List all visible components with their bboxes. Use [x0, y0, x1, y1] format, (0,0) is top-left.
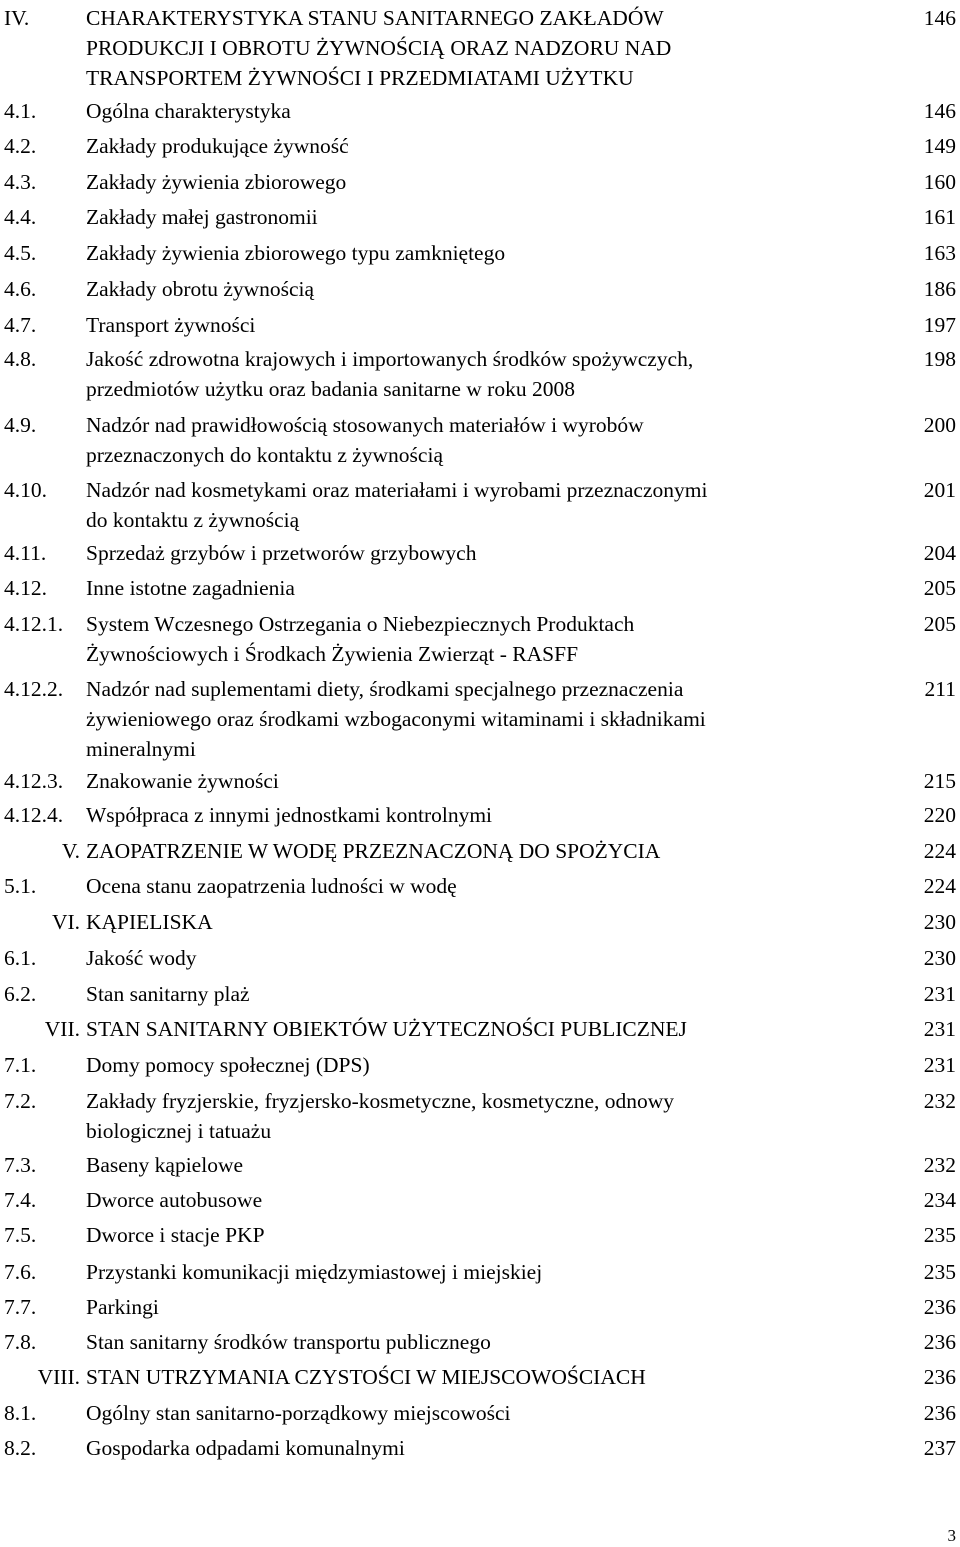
toc-entry-page: 220	[923, 803, 956, 827]
toc-entry-page: 215	[923, 769, 956, 793]
toc-entry-title: STAN UTRZYMANIA CZYSTOŚCI W MIEJSCOWOŚCIACH	[86, 1365, 646, 1389]
toc-entry-number: 7.2.	[4, 1089, 37, 1113]
toc-entry-number: VIII.	[37, 1365, 80, 1389]
toc-entry-number: 4.12.1.	[4, 612, 64, 636]
toc-entry-page: 204	[923, 541, 956, 565]
toc-entry-title: Zakłady żywienia zbiorowego typu zamkniętego	[86, 241, 506, 265]
toc-entry-page: 232	[923, 1089, 956, 1113]
toc-entry-title: TRANSPORTEM ŻYWNOŚCI I PRZEDMIATAMI UŻYTKU	[86, 66, 634, 90]
toc-entry-number: 7.6.	[4, 1260, 37, 1284]
toc-entry-number: 6.1.	[4, 946, 37, 970]
toc-entry-page: 163	[923, 241, 956, 265]
toc-entry-page: 236	[923, 1365, 956, 1389]
toc-entry-number: 7.3.	[4, 1153, 37, 1177]
toc-entry-page: 160	[923, 170, 956, 194]
toc-entry-page: 231	[923, 1017, 956, 1041]
toc-entry-title: KĄPIELISKA	[86, 910, 213, 934]
toc-entry-title: Parkingi	[86, 1295, 159, 1319]
toc-entry-title: Sprzedaż grzybów i przetworów grzybowych	[86, 541, 477, 565]
toc-entry-number: 4.4.	[4, 205, 37, 229]
toc-entry-page: 230	[923, 946, 956, 970]
toc-entry-title: Ogólna charakterystyka	[86, 99, 291, 123]
toc-entry-title: Stan sanitarny plaż	[86, 982, 250, 1006]
toc-entry-page: 161	[923, 205, 956, 229]
toc-entry-page: 236	[923, 1330, 956, 1354]
toc-entry-title: przedmiotów użytku oraz badania sanitarne w roku 2008	[86, 377, 575, 401]
toc-entry-title: Ogólny stan sanitarno-porządkowy miejscowości	[86, 1401, 511, 1425]
toc-entry-number: 4.12.	[4, 576, 47, 600]
toc-entry-number: 7.7.	[4, 1295, 37, 1319]
toc-entry-page: 149	[923, 134, 956, 158]
toc-entry-page: 198	[923, 347, 956, 371]
toc-entry-number: V.	[61, 839, 80, 863]
toc-entry-title: do kontaktu z żywnością	[86, 508, 300, 532]
toc-entry-page: 237	[923, 1436, 956, 1460]
toc-entry-number: 4.8.	[4, 347, 37, 371]
toc-entry-title: Ocena stanu zaopatrzenia ludności w wodę	[86, 874, 457, 898]
toc-entry-title: Gospodarka odpadami komunalnymi	[86, 1436, 405, 1460]
toc-entry-title: Zakłady fryzjerskie, fryzjersko-kosmetyczne, kosmetyczne, odnowy	[86, 1089, 675, 1113]
toc-entry-title: Przystanki komunikacji międzymiastowej i miejskiej	[86, 1260, 543, 1284]
toc-entry-number: 7.5.	[4, 1223, 37, 1247]
toc-entry-number: 8.2.	[4, 1436, 37, 1460]
toc-entry-title: Zakłady żywienia zbiorowego	[86, 170, 347, 194]
toc-entry-number: 4.1.	[4, 99, 37, 123]
toc-entry-number: 6.2.	[4, 982, 37, 1006]
toc-entry-number: 4.12.3.	[4, 769, 64, 793]
toc-entry-title: biologicznej i tatuażu	[86, 1119, 272, 1143]
toc-entry-title: Żywnościowych i Środkach Żywienia Zwierząt - RASFF	[86, 642, 579, 666]
toc-entry-title: Zakłady małej gastronomii	[86, 205, 318, 229]
toc-entry-page: 146	[923, 99, 956, 123]
toc-entry-number: 4.3.	[4, 170, 37, 194]
toc-entry-page: 230	[923, 910, 956, 934]
toc-entry-title: Zakłady produkujące żywność	[86, 134, 349, 158]
toc-entry-page: 146	[923, 6, 956, 30]
toc-entry-title: Domy pomocy społecznej (DPS)	[86, 1053, 370, 1077]
toc-entry-page: 235	[923, 1260, 956, 1284]
toc-entry-page: 224	[923, 874, 956, 898]
toc-entry-number: IV.	[4, 6, 30, 30]
toc-entry-number: 4.6.	[4, 277, 37, 301]
toc-entry-title: Znakowanie żywności	[86, 769, 279, 793]
toc-entry-number: 4.11.	[4, 541, 47, 565]
toc-entry-page: 231	[923, 982, 956, 1006]
toc-entry-number: 7.4.	[4, 1188, 37, 1212]
toc-entry-title: Nadzór nad kosmetykami oraz materiałami i wyrobami przeznaczonymi	[86, 478, 708, 502]
toc-entry-title: ZAOPATRZENIE W WODĘ PRZEZNACZONĄ DO SPOŻYCIA	[86, 839, 661, 863]
toc-entry-number: 8.1.	[4, 1401, 37, 1425]
toc-entry-title: Inne istotne zagadnienia	[86, 576, 295, 600]
toc-entry-page: 200	[923, 413, 956, 437]
toc-entry-title: mineralnymi	[86, 737, 196, 761]
toc-entry-page: 236	[923, 1401, 956, 1425]
toc-entry-number: 7.8.	[4, 1330, 37, 1354]
toc-entry-page: 197	[923, 313, 956, 337]
toc-entry-title: Jakość zdrowotna krajowych i importowanych środków spożywczych,	[86, 347, 694, 371]
toc-entry-title: CHARAKTERYSTYKA STANU SANITARNEGO ZAKŁADÓW	[86, 6, 664, 30]
toc-entry-page: 236	[923, 1295, 956, 1319]
toc-entry-title: Zakłady obrotu żywnością	[86, 277, 315, 301]
toc-entry-title: Stan sanitarny środków transportu publicznego	[86, 1330, 491, 1354]
page-number: 3	[947, 1526, 956, 1545]
toc-entry-title: przeznaczonych do kontaktu z żywnością	[86, 443, 443, 467]
toc-entry-title: Dworce i stacje PKP	[86, 1223, 265, 1247]
toc-entry-page: 205	[923, 576, 956, 600]
toc-entry-page: 201	[923, 478, 956, 502]
toc-entry-page: 231	[923, 1053, 956, 1077]
toc-entry-number: 5.1.	[4, 874, 37, 898]
toc-entry-page: 211	[924, 677, 956, 701]
toc-entry-number: 4.5.	[4, 241, 37, 265]
toc-entry-number: VII.	[44, 1017, 80, 1041]
toc-entry-number: 4.2.	[4, 134, 37, 158]
toc-entry-page: 186	[923, 277, 956, 301]
toc-entry-title: Współpraca z innymi jednostkami kontrolnymi	[86, 803, 493, 827]
toc-entry-page: 205	[923, 612, 956, 636]
toc-entry-page: 234	[923, 1188, 956, 1212]
toc-entry-number: 4.7.	[4, 313, 37, 337]
toc-entry-title: Baseny kąpielowe	[86, 1153, 244, 1177]
toc-entry-number: 4.10.	[4, 478, 47, 502]
toc-entry-title: PRODUKCJI I OBROTU ŻYWNOŚCIĄ ORAZ NADZORU NAD	[86, 36, 672, 60]
toc-entry-number: 4.12.2.	[4, 677, 64, 701]
toc-entry-page: 232	[923, 1153, 956, 1177]
toc-entry-title: żywieniowego oraz środkami wzbogaconymi witaminami i składnikami	[86, 707, 706, 731]
toc-entry-number: 4.9.	[4, 413, 37, 437]
toc-entry-title: Nadzór nad prawidłowością stosowanych materiałów i wyrobów	[86, 413, 644, 437]
toc-entry-title: Jakość wody	[86, 946, 197, 970]
toc-entry-number: 7.1.	[4, 1053, 37, 1077]
toc-entry-title: System Wczesnego Ostrzegania o Niebezpiecznych Produktach	[86, 612, 635, 636]
toc-entry-title: Transport żywności	[86, 313, 256, 337]
toc-entry-page: 235	[923, 1223, 956, 1247]
toc-entry-number: VI.	[51, 910, 80, 934]
toc-entry-title: Dworce autobusowe	[86, 1188, 263, 1212]
toc-entry-title: STAN SANITARNY OBIEKTÓW UŻYTECZNOŚCI PUBLICZNEJ	[86, 1017, 687, 1041]
toc-entry-page: 224	[923, 839, 956, 863]
toc-entry-number: 4.12.4.	[4, 803, 64, 827]
toc-entry-title: Nadzór nad suplementami diety, środkami specjalnego przeznaczenia	[86, 677, 684, 701]
